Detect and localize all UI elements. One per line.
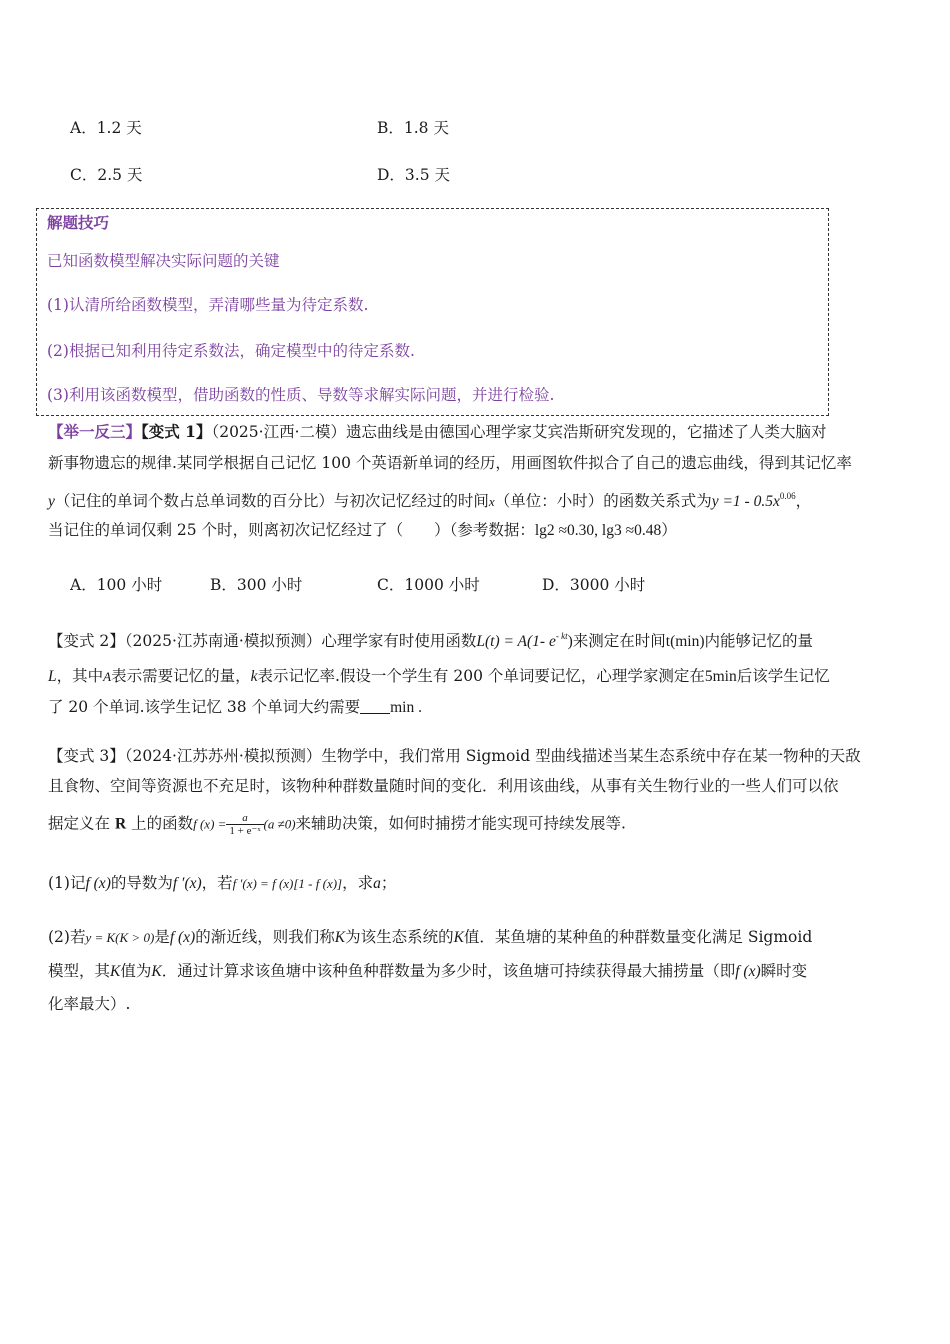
v3-fx-2: f (x) — [169, 929, 196, 946]
option-d-prev: D．3.5 天 — [377, 166, 451, 184]
v1-formula-exp: 0.06 — [779, 491, 796, 501]
tips-title: 解题技巧 — [47, 213, 110, 232]
v1-option-b: B．300 小时 — [210, 576, 303, 594]
v1-formula: y =1 - 0.5x — [711, 493, 780, 510]
v1-ref-data: lg2 ≈0.30, lg3 ≈0.48 — [534, 522, 662, 539]
v1-text-1: （2025·江西·二模）遗忘曲线是由德国心理学家艾宾浩斯研究发现的，它描述了人类大脑对 — [211, 423, 827, 441]
v3-frac-num: a — [226, 812, 263, 825]
v3-var-K-2: K — [453, 929, 464, 946]
v2-formula-exp: - kt — [555, 631, 568, 641]
v2-five-min: 5min — [704, 668, 737, 685]
v3-var-K-4: K — [151, 963, 162, 980]
v2-text-3a: 了 20 个单词.该学生记忆 38 个单词大约需要 — [48, 698, 361, 716]
tips-step-3: (3)利用该函数模型，借助函数的性质、导数等求解实际问题，并进行检验. — [47, 386, 555, 404]
v1-option-d: D．3000 小时 — [542, 576, 646, 594]
v3-fraction — [226, 812, 263, 837]
v1-text-4a: 当记住的单词仅剩 25 个时，则离初次记忆经过了（ ）（参考数据： — [48, 521, 535, 539]
v3-q2-2a: 模型，其 — [48, 962, 111, 980]
v3-line-1 — [48, 746, 861, 766]
v3-q2e: 值．某鱼塘的某种鱼的种群数量变化满足 Sigmoid — [463, 928, 813, 946]
v3-text-1: （2024·江苏苏州·模拟预测）生物学中，我们常用 Sigmoid 型曲线描述当某生态系统中存在某一物种的天敌 — [124, 747, 861, 765]
v3-q1d: ，求 — [342, 874, 374, 892]
v3-q1-eq: f ′(x) = f (x)[1 - f (x)] — [232, 876, 343, 891]
v2-var-A: A — [103, 669, 112, 684]
v3-text-3a: 据定义在 — [48, 814, 111, 833]
v2-var-k: k — [250, 668, 258, 685]
v2-text-1b: 来测定在时间 — [572, 632, 666, 650]
v2-text-2d: 后该学生记忆 — [736, 667, 830, 685]
v3-q2c: 的渐近线，则我们称 — [195, 928, 335, 946]
v1-text-3b: （单位：小时）的函数关系式为 — [494, 492, 712, 510]
tips-box — [36, 208, 829, 416]
v3-fpx: f ′(x) — [172, 875, 202, 892]
v2-t-min: t(min) — [665, 633, 705, 650]
v3-fx-cond: (a ≠0) — [263, 816, 296, 832]
v3-q2-2d: 瞬时变 — [760, 962, 808, 980]
v3-q2-line-1 — [48, 927, 812, 948]
v2-text-3b: min . — [390, 699, 422, 716]
v3-q1b: 的导数为 — [110, 874, 173, 892]
v2-label: 【变式 2】 — [48, 632, 125, 650]
v3-q2d: 为该生态系统的 — [345, 928, 454, 946]
v3-var-K-1: K — [334, 929, 346, 946]
v3-q2-asym: y = K(K > 0) — [85, 930, 155, 945]
v2-var-L: L — [48, 668, 57, 685]
v3-q1e: ； — [380, 874, 397, 892]
v3-line-3 — [48, 812, 626, 837]
v2-text-2a: ，其中 — [56, 667, 104, 685]
v3-q2-line-2 — [48, 961, 807, 982]
v2-line-2 — [48, 666, 830, 687]
v3-q2a: (2)若 — [48, 928, 86, 946]
v3-fx-lhs: f (x) = — [193, 816, 227, 832]
tips-intro: 已知函数模型解决实际问题的关键 — [47, 252, 280, 270]
v3-q2-2b: 值为 — [120, 962, 152, 980]
v1-label: 【变式 1】 — [141, 422, 212, 441]
v3-q2-line-3: 化率最大）. — [48, 995, 131, 1013]
answer-blank[interactable] — [360, 699, 390, 714]
v1-tag: 【举一反三】 — [48, 422, 142, 441]
v3-label: 【变式 3】 — [48, 747, 125, 765]
v2-text-2b: 表示需要记忆的量， — [111, 667, 251, 685]
option-c-prev: C．2.5 天 — [70, 166, 143, 184]
v1-line-4 — [48, 520, 677, 541]
v2-text-1c: 内能够记忆的量 — [704, 632, 814, 650]
v2-text-1a: （2025·江苏南通·模拟预测）心理学家有时使用函数 — [124, 632, 477, 650]
v2-line-3 — [48, 697, 422, 718]
v3-line-2: 且食物、空间等资源也不充足时，该物种种群数量随时间的变化．利用该曲线，从事有关生物行业的一些人们可以依 — [48, 777, 839, 795]
v1-option-a: A．100 小时 — [70, 576, 163, 594]
v3-fx-3: f (x) — [735, 963, 761, 980]
v2-text-2c: 表示记忆率.假设一个学生有 200 个单词要记忆，心理学家测定在 — [257, 667, 705, 685]
option-b-prev: B．1.8 天 — [377, 119, 449, 137]
v3-fx-1: f (x) — [85, 875, 111, 892]
v1-var-x: x — [488, 494, 495, 509]
v1-var-y: y — [48, 493, 55, 510]
v3-var-a: a — [373, 875, 381, 892]
v1-text-4b: ） — [661, 521, 677, 539]
v3-q1 — [48, 873, 396, 894]
v1-text-3a: （记住的单词个数占总单词数的百分比）与初次记忆经过的时间 — [54, 492, 489, 510]
v3-var-K-3: K — [110, 963, 121, 980]
v2-formula-lhs: L(t) = A(1- e — [476, 633, 556, 650]
v3-q1c: ，若 — [201, 874, 233, 892]
v3-q1a: (1)记 — [48, 874, 86, 892]
tips-step-1: (1)认清所给函数模型，弄清哪些量为待定系数. — [47, 296, 369, 314]
v3-text-3c: 来辅助决策，如何时捕捞才能实现可持续发展等. — [295, 814, 626, 833]
option-a-prev: A．1.2 天 — [70, 119, 142, 137]
v1-line-3 — [48, 486, 811, 512]
v3-R: R — [114, 815, 127, 833]
v1-line-2: 新事物遗忘的规律.某同学根据自己记忆 100 个英语新单词的经历，用画图软件拟合了自己的遗忘曲线，得到其记忆率 — [48, 454, 852, 472]
tips-step-2: (2)根据已知利用待定系数法，确定模型中的待定系数. — [47, 342, 415, 360]
v2-formula-rhs: ) — [567, 633, 573, 650]
v1-text-3c: ， — [795, 492, 812, 510]
v2-line-1 — [48, 626, 813, 652]
v3-q2b: 是 — [154, 928, 170, 946]
v3-text-3b: 上的函数 — [131, 814, 194, 833]
v1-option-c: C．1000 小时 — [377, 576, 480, 594]
v3-frac-den: 1 + e⁻ˣ — [229, 825, 261, 837]
v1-line-1 — [48, 422, 827, 442]
v3-q2-2c: ．通过计算求该鱼塘中该种鱼种群数量为多少时，该鱼塘可持续获得最大捕捞量（即 — [161, 962, 736, 980]
